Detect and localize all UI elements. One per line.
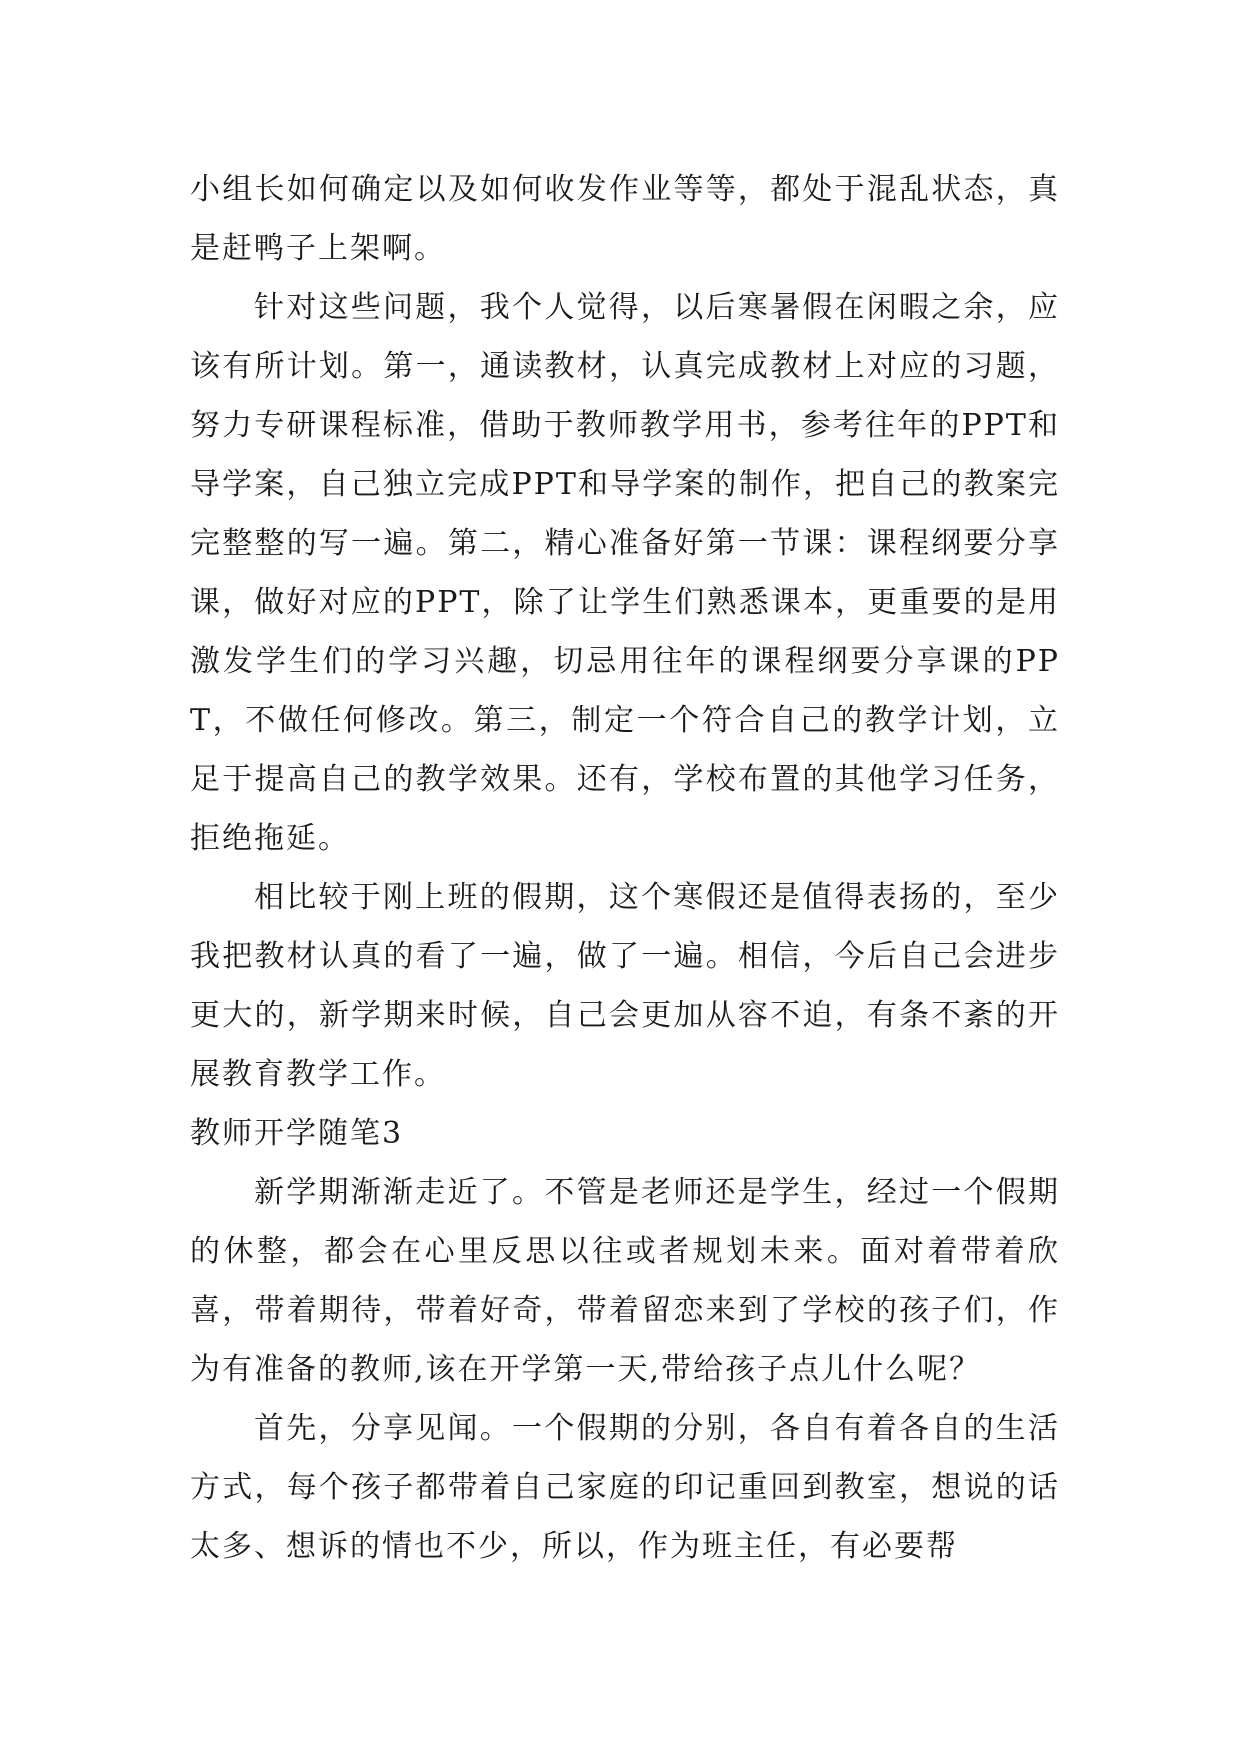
document-body	[190, 160, 1060, 1576]
paragraph-new-semester: 新学期渐渐走近了。不管是老师还是学生，经过一个假期的休整，都会在心里反思以往或者规划未来。面对着带着欣喜，带着期待，带着好奇，带着留恋来到了学校的孩子们，作为有准备的教师,该在开学第一天,带给孩子点儿什么呢？	[190, 1175, 1060, 1387]
paragraph-plan: 针对这些问题，我个人觉得，以后寒暑假在闲暇之余，应该有所计划。第一，通读教材，认真完成教材上对应的习题，努力专研课程标准，借助于教师教学用书，参考往年的PPT和导学案，自己独立完成PPT和导学案的制作，把自己的教案完完整整的写一遍。第二，精心准备好第一节课：课程纲要分享课，做好对应的PPT，除了让学生们熟悉课本，更重要的是用激发学生们的学习兴趣，切忌用往年的课程纲要分享课的PPT，不做任何修改。第三，制定一个符合自己的教学计划，立足于提高自己的教学效果。还有，学校布置的其他学习任务，拒绝拖延。	[190, 290, 1060, 856]
paragraph-continuation: 小组长如何确定以及如何收发作业等等，都处于混乱状态，真是赶鸭子上架啊。	[190, 172, 1060, 266]
paragraph-reflection: 相比较于刚上班的假期，这个寒假还是值得表扬的，至少我把教材认真的看了一遍，做了一遍。相信，今后自己会进步更大的，新学期来时候，自己会更加从容不迫，有条不紊的开展教育教学工作。	[190, 880, 1060, 1092]
paragraph-share-news: 首先，分享见闻。一个假期的分别，各自有着各自的生活方式，每个孩子都带着自己家庭的印记重回到教室，想说的话太多、想诉的情也不少，所以，作为班主任，有必要帮	[190, 1411, 1060, 1564]
section-heading: 教师开学随笔3	[190, 1116, 404, 1151]
